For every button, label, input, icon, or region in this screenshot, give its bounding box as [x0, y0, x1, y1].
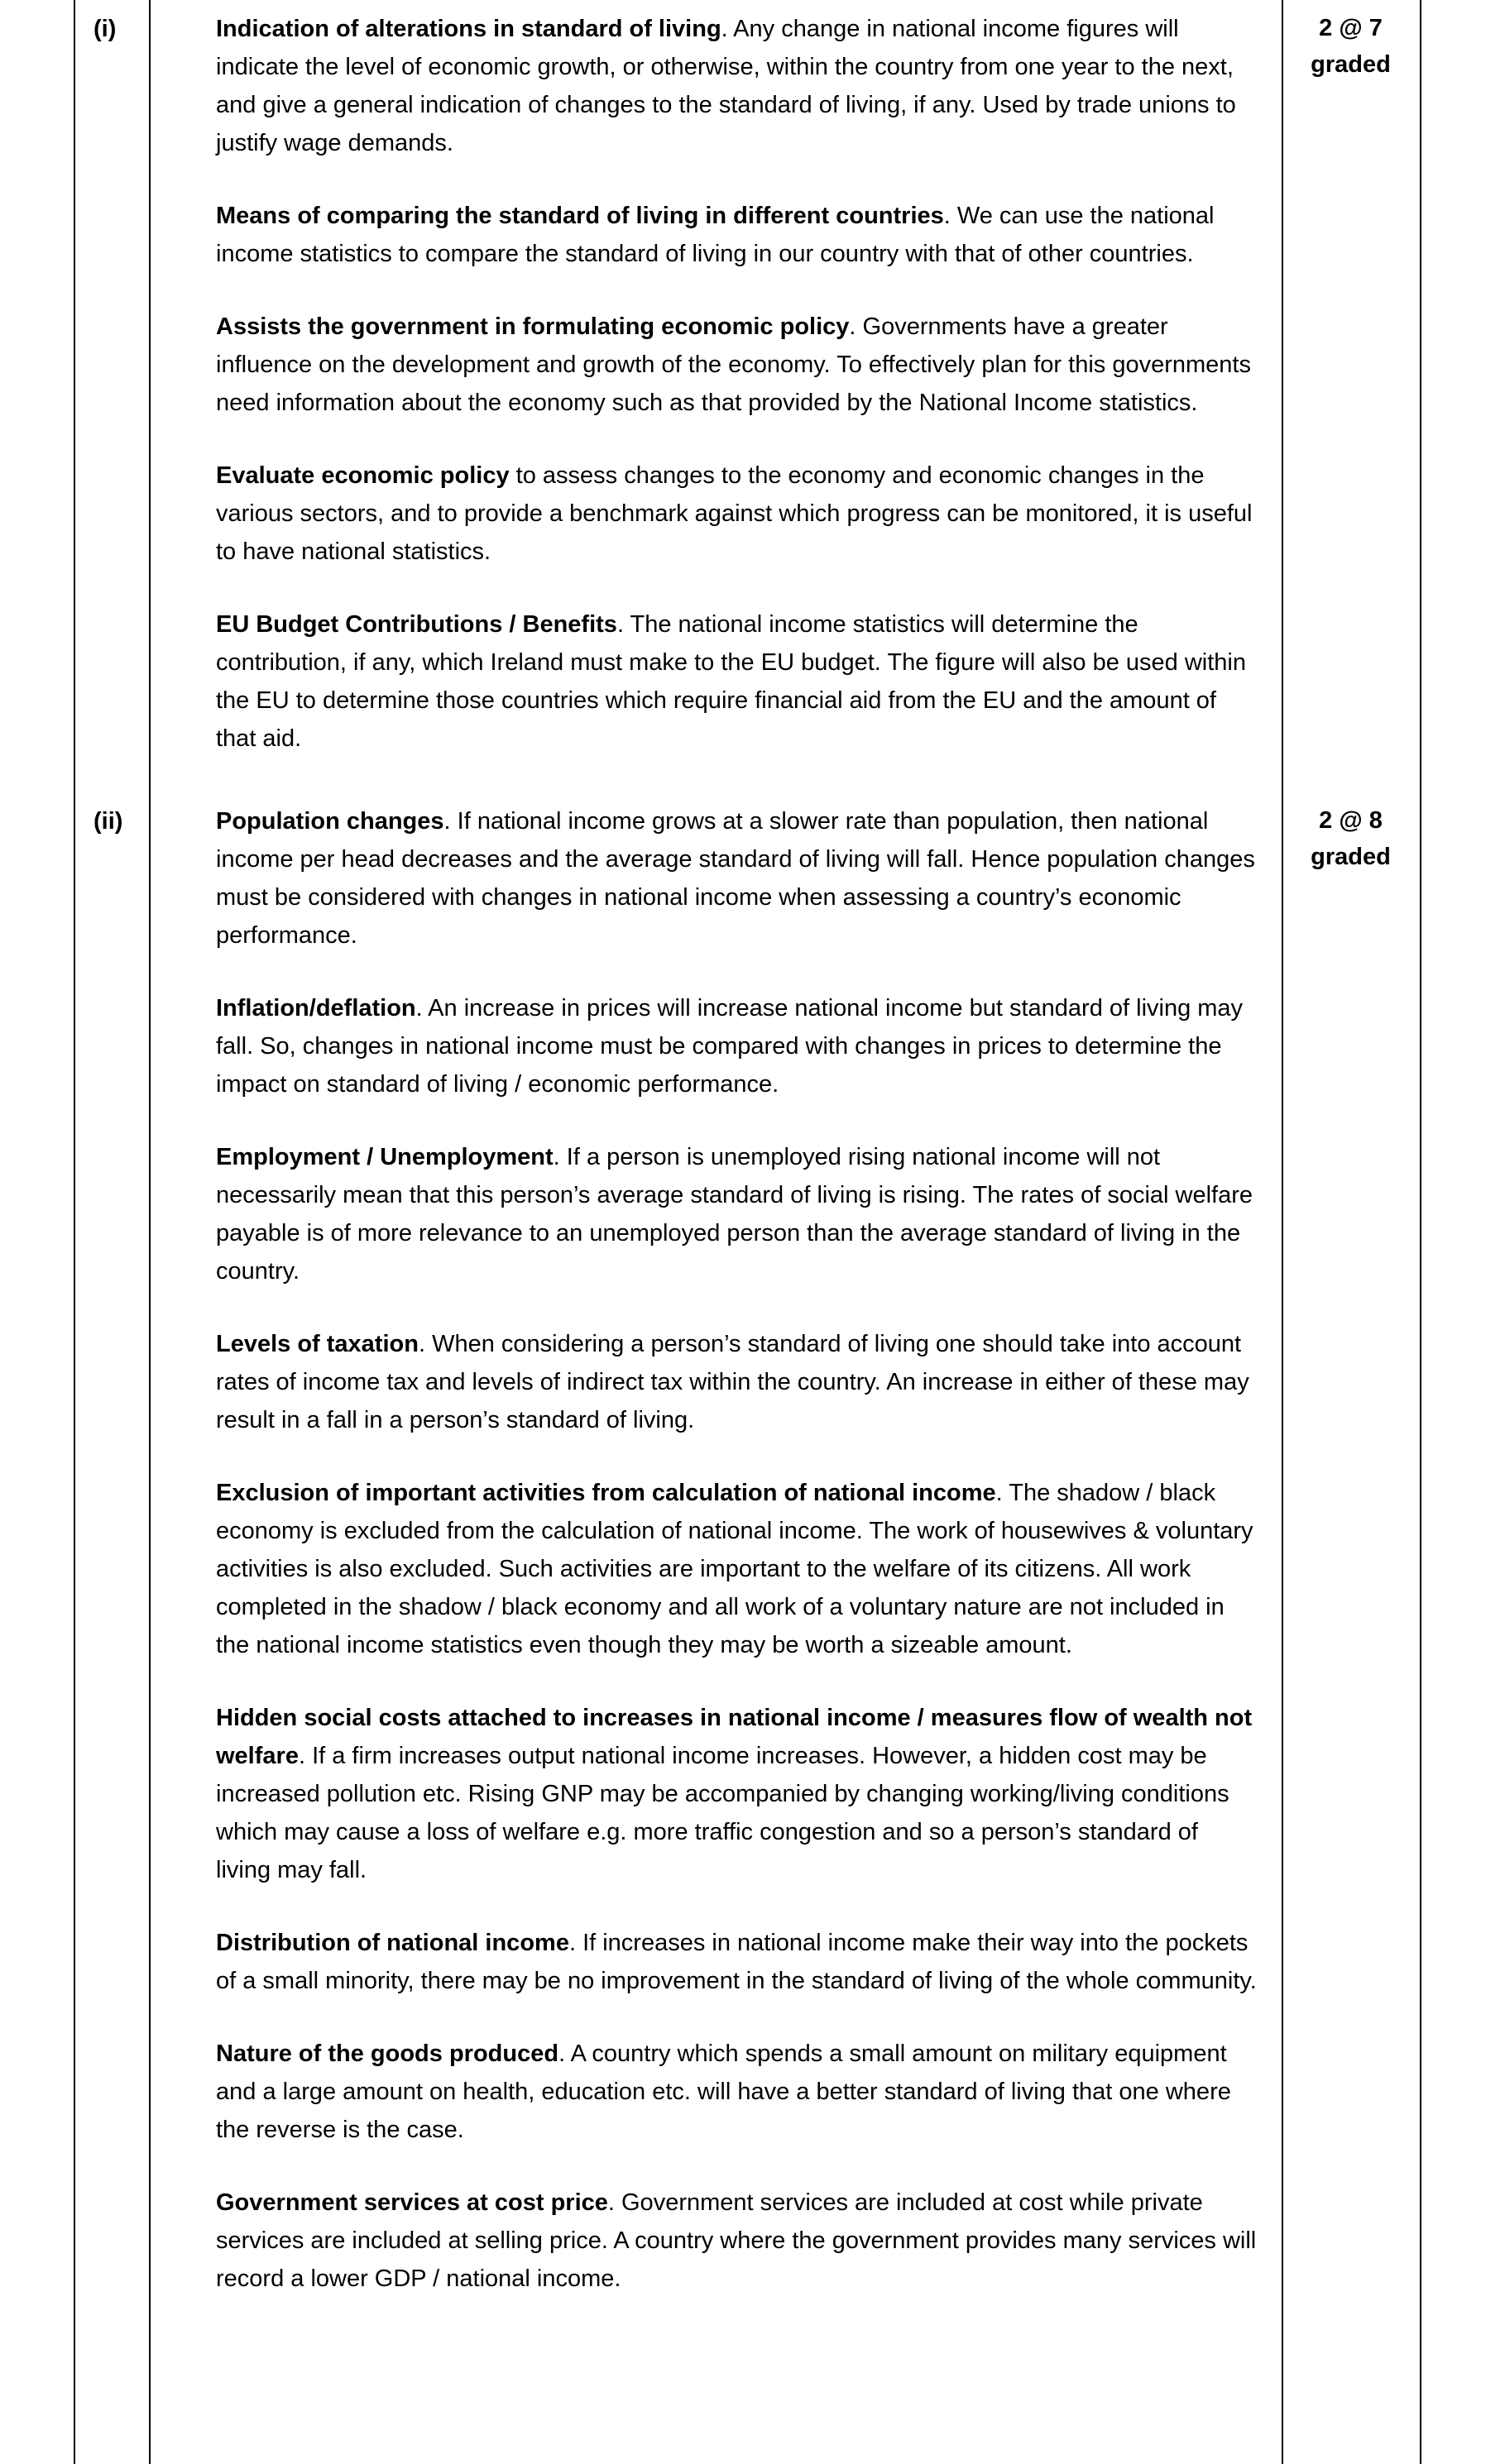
paragraph-body: . The national income statistics will determine the contribution, if any, which Ireland must make to the EU budget. The figure will also be used within the EU to determine those countries which require financial aid from the EU and the amount of that aid.	[216, 611, 1246, 752]
answer-paragraph	[216, 2184, 1258, 2298]
marks-cell	[1282, 792, 1420, 875]
marks-graded-note: graded	[1311, 51, 1391, 78]
paragraph-body: . A country which spends a small amount on military equipment and a large amount on health, education etc. will have a better standard of living that one where the reverse is the case.	[216, 2041, 1231, 2143]
paragraph-lead: Inflation/deflation	[216, 995, 416, 1021]
paragraph-body: . Governments have a greater influence on the development and growth of the economy. To effectively plan for this governments need information about the economy such as that provided by the National Income statistics.	[216, 313, 1251, 416]
answer-paragraph	[216, 1699, 1258, 1889]
part-label: (ii)	[93, 808, 123, 835]
paragraph-body: . An increase in prices will increase national income but standard of living may fall. So, changes in national income must be compared with changes in prices to determine the impact on standard of living / economic performance.	[216, 995, 1244, 1098]
answer-paragraph	[216, 802, 1258, 955]
answer-paragraph	[216, 308, 1258, 422]
paragraph-lead: Nature of the goods produced	[216, 2041, 559, 2067]
answer-paragraph	[216, 2035, 1258, 2149]
paragraph-lead: Assists the government in formulating economic policy	[216, 313, 850, 340]
part-label: (i)	[93, 16, 117, 42]
paragraph-body: . If national income grows at a slower rate than population, then national income per head decreases and the average standard of living will fall. Hence population changes must be considered with changes in national income when assessing a country’s economic performance.	[216, 808, 1255, 949]
paragraph-body: . If a person is unemployed rising national income will not necessarily mean that this person’s average standard of living is rising. The rates of social welfare payable is of more relevance to an unemployed person than the average standard of living in the country.	[216, 1144, 1253, 1285]
section-row	[75, 0, 1420, 792]
paragraph-lead: EU Budget Contributions / Benefits	[216, 611, 617, 638]
table-border-right	[1420, 0, 1421, 2464]
paragraph-body: . The shadow / black economy is excluded from the calculation of national income. The work of housewives & voluntary activities is also excluded. Such activities are important to the welfare of its citizens. All work completed in the shadow / black economy and all work of a voluntary nature are not included in the national income statistics even though they may be worth a sizeable amount.	[216, 1480, 1253, 1658]
answer-paragraph	[216, 1924, 1258, 2000]
paragraph-lead: Indication of alterations in standard of living	[216, 16, 721, 42]
paragraph-lead: Means of comparing the standard of living in different countries	[216, 203, 944, 229]
answer-content	[150, 792, 1282, 2332]
answer-paragraph	[216, 1325, 1258, 1439]
paragraph-body: . If a firm increases output national income increases. However, a hidden cost may be increased pollution etc. Rising GNP may be accompanied by changing working/living conditions which may cause a loss of welfare e.g. more traffic congestion and so a person’s standard of living may fall.	[216, 1743, 1229, 1883]
answer-paragraph	[216, 605, 1258, 758]
section-row	[75, 792, 1420, 2332]
answer-paragraph	[216, 10, 1258, 162]
paragraph-lead: Population changes	[216, 808, 444, 835]
paragraph-lead: Hidden social costs attached to increases in national income / measures flow of wealth not welfare	[216, 1705, 1253, 1769]
answer-table	[75, 0, 1420, 2332]
paragraph-body: . If increases in national income make their way into the pockets of a small minority, there may be no improvement in the standard of living of the whole community.	[216, 1930, 1257, 1994]
marks-cell	[1282, 0, 1420, 83]
answer-content	[150, 0, 1282, 792]
paragraph-body: . When considering a person’s standard of living one should take into account rates of income tax and levels of indirect tax within the country. An increase in either of these may result in a fall in a person’s standard of living.	[216, 1331, 1249, 1433]
paragraph-lead: Exclusion of important activities from calculation of national income	[216, 1480, 996, 1506]
answer-paragraph	[216, 1138, 1258, 1290]
paragraph-lead: Employment / Unemployment	[216, 1144, 554, 1170]
paragraph-body: . Any change in national income figures will indicate the level of economic growth, or otherwise, within the country from one year to the next, and give a general indication of changes to the standard of living, if any. Used by trade unions to justify wage demands.	[216, 16, 1236, 156]
marks-value: 2 @ 8	[1319, 807, 1383, 834]
paragraph-body: to assess changes to the economy and economic changes in the various sectors, and to provide a benchmark against which progress can be monitored, it is useful to have national statistics.	[216, 462, 1253, 565]
paragraph-lead: Levels of taxation	[216, 1331, 419, 1357]
answer-paragraph	[216, 457, 1258, 571]
paragraph-lead: Government services at cost price	[216, 2189, 608, 2216]
answer-paragraph	[216, 197, 1258, 273]
marks-graded-note: graded	[1311, 844, 1391, 870]
marks-value: 2 @ 7	[1319, 15, 1383, 41]
paragraph-body: . Government services are included at cost while private services are included at selling price. A country where the government provides many services will record a lower GDP / national income.	[216, 2189, 1257, 2292]
paragraph-body: . We can use the national income statistics to compare the standard of living in our country with that of other countries.	[216, 203, 1215, 267]
paragraph-lead: Distribution of national income	[216, 1930, 569, 1956]
paragraph-lead: Evaluate economic policy	[216, 462, 510, 489]
answer-paragraph	[216, 1474, 1258, 1664]
answer-paragraph	[216, 989, 1258, 1103]
